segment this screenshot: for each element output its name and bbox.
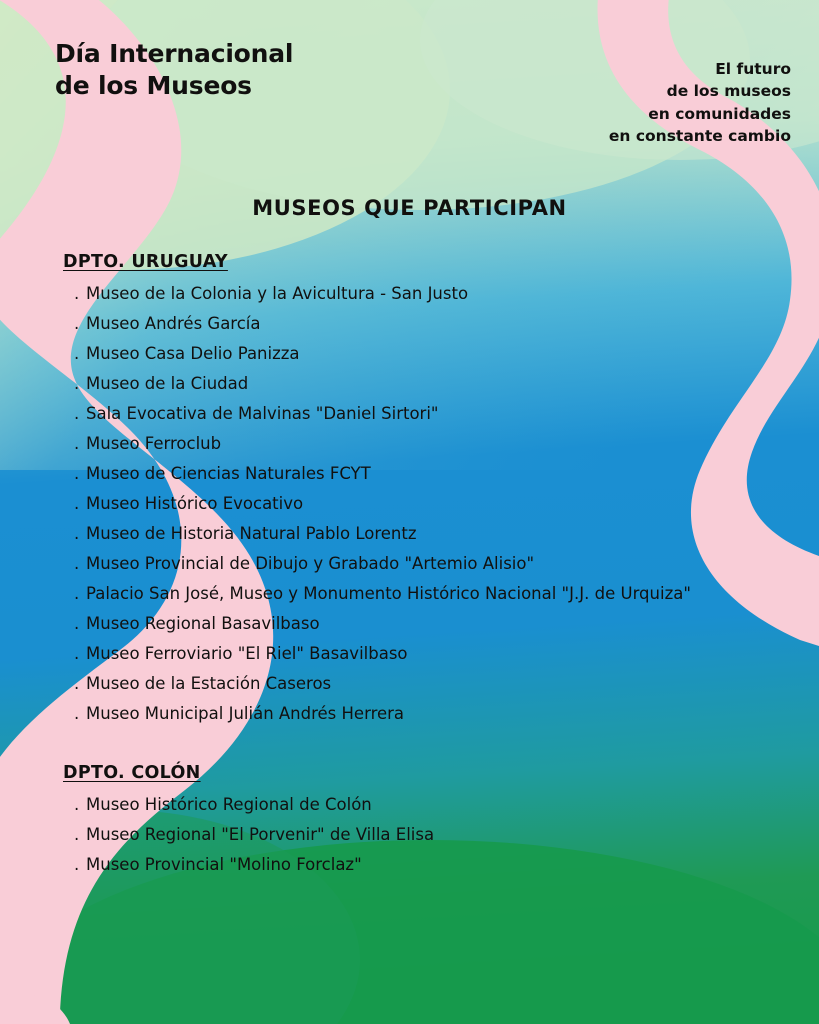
museum-name: Museo de Ciencias Naturales FCYT [86, 464, 371, 483]
bullet-dot: . [74, 284, 80, 303]
list-item [0, 549, 819, 579]
museum-list [0, 279, 819, 729]
museum-name: Museo Regional Basavilbaso [86, 614, 320, 633]
museum-name: Museo de Historia Natural Pablo Lorentz [86, 524, 417, 543]
museum-name: Sala Evocativa de Malvinas "Daniel Sirtori" [86, 404, 439, 423]
bullet-dot: . [74, 314, 80, 333]
bullet-dot: . [74, 494, 80, 513]
museum-name: Museo Provincial de Dibujo y Grabado "Artemio Alisio" [86, 554, 535, 573]
list-item [0, 309, 819, 339]
list-item [0, 609, 819, 639]
list-item [0, 639, 819, 669]
museum-group [0, 252, 819, 729]
list-item [0, 429, 819, 459]
bullet-dot: . [74, 704, 80, 723]
page-title-line2: de los Museos [55, 71, 252, 100]
bullet-dot: . [74, 464, 80, 483]
museum-groups [0, 252, 819, 914]
bullet-dot: . [74, 644, 80, 663]
museum-name: Palacio San José, Museo y Monumento Histórico Nacional "J.J. de Urquiza" [86, 584, 691, 603]
list-item [0, 699, 819, 729]
section-heading: MUSEOS QUE PARTICIPAN [252, 196, 567, 220]
museum-name: Museo Ferroclub [86, 434, 222, 453]
group-title: DPTO. COLÓN [63, 763, 201, 783]
museum-name: Museo Provincial "Molino Forclaz" [86, 855, 362, 874]
list-item [0, 339, 819, 369]
tagline-line3: en comunidades [648, 104, 791, 123]
bullet-dot: . [74, 524, 80, 543]
museum-name: Museo Casa Delio Panizza [86, 344, 300, 363]
museum-name: Museo Histórico Evocativo [86, 494, 304, 513]
bullet-dot: . [74, 344, 80, 363]
list-item [0, 459, 819, 489]
museum-name: Museo Regional "El Porvenir" de Villa Elisa [86, 825, 435, 844]
list-item [0, 850, 819, 880]
tagline [531, 58, 791, 148]
list-item [0, 489, 819, 519]
bullet-dot: . [74, 584, 80, 603]
museum-list [0, 790, 819, 880]
bullet-dot: . [74, 404, 80, 423]
list-item [0, 519, 819, 549]
tagline-line2: de los museos [666, 82, 791, 101]
list-item [0, 399, 819, 429]
list-item [0, 579, 819, 609]
bullet-dot: . [74, 825, 80, 844]
museum-name: Museo de la Ciudad [86, 374, 249, 393]
list-item [0, 820, 819, 850]
bullet-dot: . [74, 434, 80, 453]
tagline-line4: en constante cambio [608, 127, 791, 146]
tagline-line1: El futuro [715, 60, 791, 78]
bullet-dot: . [74, 374, 80, 393]
list-item [0, 669, 819, 699]
museum-name: Museo Ferroviario "El Riel" Basavilbaso [86, 644, 408, 663]
bullet-dot: . [74, 855, 80, 874]
museum-group [0, 763, 819, 880]
group-title: DPTO. URUGUAY [63, 252, 228, 272]
bullet-dot: . [74, 554, 80, 573]
page-title-line1: Día Internacional [55, 39, 294, 68]
museum-name: Museo Municipal Julián Andrés Herrera [86, 704, 405, 723]
museum-name: Museo de la Estación Caseros [86, 674, 332, 693]
list-item [0, 790, 819, 820]
museum-name: Museo Histórico Regional de Colón [86, 795, 372, 814]
page-title [55, 38, 293, 102]
museum-name: Museo Andrés García [86, 314, 261, 333]
list-item [0, 369, 819, 399]
museum-name: Museo de la Colonia y la Avicultura - San Justo [86, 284, 469, 303]
bullet-dot: . [74, 614, 80, 633]
bullet-dot: . [74, 795, 80, 814]
list-item [0, 279, 819, 309]
bullet-dot: . [74, 674, 80, 693]
